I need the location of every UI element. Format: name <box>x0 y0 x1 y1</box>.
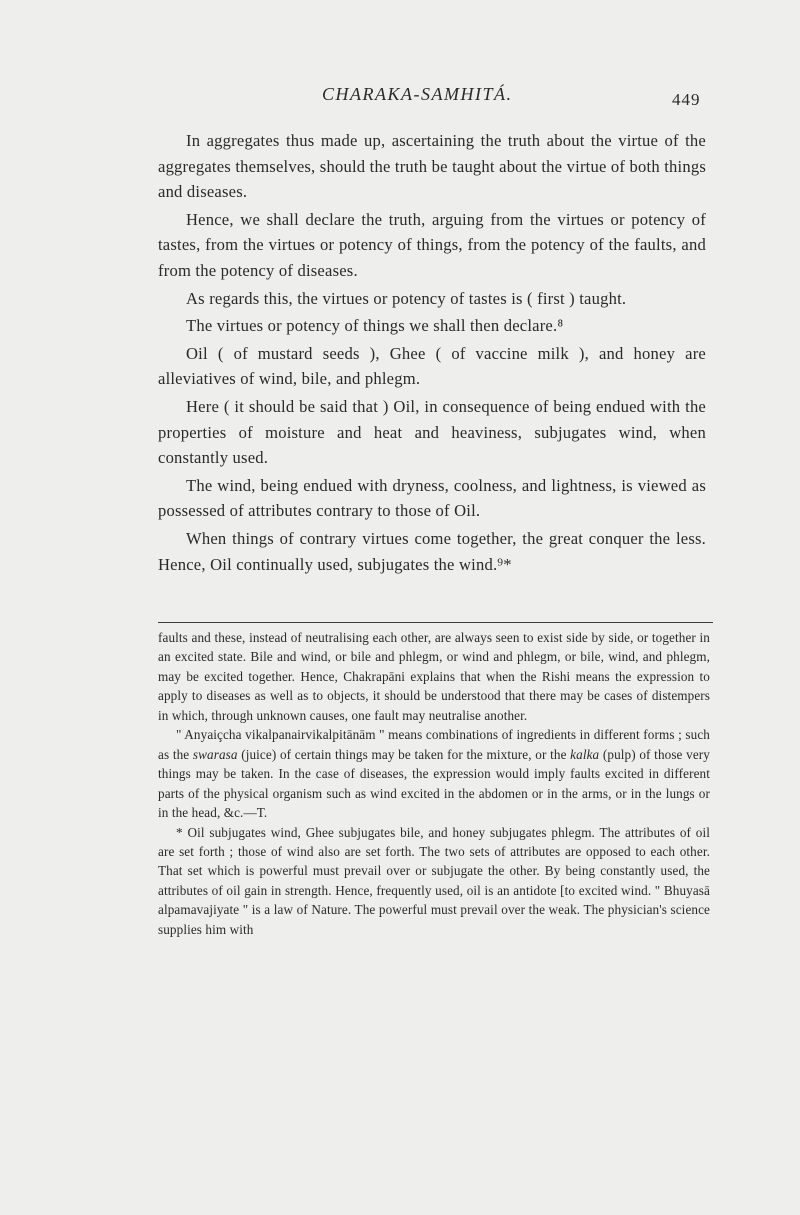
footnote-text: (pulp) of those very things may be taken. In the case of diseases, the expression would imply faults excited in different parts of the physical organism such as wind excited in the abdomen or in the arms, or in the lungs or in the head, &c.—T. <box>158 746 710 821</box>
footnote-term: kalka <box>570 746 600 762</box>
footnote-continuation: faults and these, instead of neutralising each other, are always seen to exist side by side, or together in an excited state. Bile and wind, or bile and phlegm, or wind and phlegm, or bile, wind, and phlegm, may be excited together. Hence, Chakrapāni explains that when the Rishi means the expression to apply to diseases as well as to objects, it should be understood that there may be cases of distempers in which, through unknown causes, one fault may neutralise another. <box>158 630 710 723</box>
running-title: CHARAKA-SAMHITÁ. <box>322 84 513 104</box>
footnote-text: " Anyaiçcha vikalpanairvikalpitānām " means combinations of ingredients in different forms ; such as the <box>158 727 710 762</box>
footnote <box>158 725 710 822</box>
footnote-term: swarasa <box>192 746 238 762</box>
paragraph: Oil ( of mustard seeds ), Ghee ( of vaccine milk ), and honey are alleviatives of wind, bile, and phlegm. <box>158 343 706 389</box>
paragraph: In aggregates thus made up, ascertaining the truth about the virtue of the aggregates themselves, should the truth be taught about the virtue of both things and diseases. <box>158 131 706 202</box>
paragraph: When things of contrary virtues come together, the great conquer the less. Hence, Oil continually used, subjugates the wind.⁹* <box>158 528 706 574</box>
paragraph: Here ( it should be said that ) Oil, in consequence of being endued with the properties of moisture and heat and heaviness, subjugates wind, when constantly used. <box>158 396 706 468</box>
paragraph: The wind, being endued with dryness, coolness, and lightness, is viewed as possessed of attributes contrary to those of Oil. <box>158 475 706 521</box>
paragraph: Hence, we shall declare the truth, arguing from the virtues or potency of tastes, from the virtues or potency of things, from the potency of the faults, and from the potency of diseases. <box>158 209 706 280</box>
paragraph: As regards this, the virtues or potency of tastes is ( first ) taught. <box>186 288 627 308</box>
footnote-text: (juice) of certain things may be taken for the mixture, or the <box>237 746 571 762</box>
paragraph: The virtues or potency of things we shall then declare.⁸ <box>186 316 564 336</box>
page-number: 449 <box>672 90 701 109</box>
page-header <box>0 84 800 114</box>
main-text <box>158 128 706 579</box>
footnote: * Oil subjugates wind, Ghee subjugates bile, and honey subjugates phlegm. The attributes of oil are set forth ; those of wind also are set forth. The two sets of attributes are opposed to each other. That set which is powerful must prevail over or subjugate the other. By being constantly used, the attributes of oil gain in strength. Hence, frequently used, oil is an antidote [to excited wind. " Bhuyasā alpamavajiyate " is a law of Nature. The powerful must prevail over the weak. The physician's science supplies him with <box>158 824 710 937</box>
footnotes <box>158 628 710 939</box>
footnote-divider <box>158 622 713 623</box>
